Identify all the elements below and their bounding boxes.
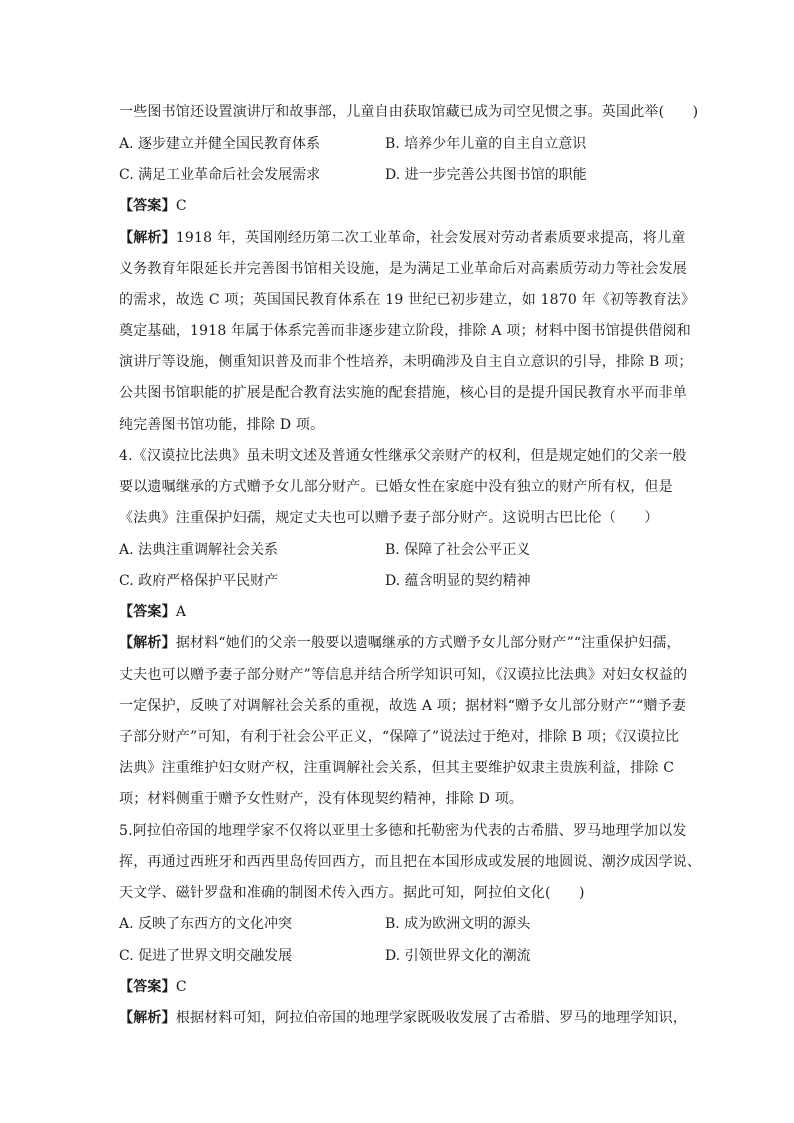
q4-answer bbox=[119, 602, 186, 622]
q4-stem-line: 《法典》注重保护妇孺，规定丈夫也可以赠予妻子部分财产。这说明古巴比伦（ ） bbox=[119, 510, 659, 526]
q4-stem-line: 要以遗嘱继承的方式赠予女儿部分财产。已婚女性在家庭中没有独立的财产所有权，但是 bbox=[119, 479, 673, 495]
q3-analysis-line: 的需求，故选 C 项；英国国民教育体系在 19 世纪已初步建立，如 1870 年《初等教育法》 bbox=[119, 292, 696, 308]
q3-analysis-line: 奠定基础，1918 年属于体系完善而非逐步建立阶段，排除 A 项；材料中图书馆提供借阅和 bbox=[119, 323, 691, 339]
analysis-label: 【解析】 bbox=[119, 230, 176, 246]
q3-option-b: B. 培养少年儿童的自主自立意识 bbox=[385, 136, 587, 152]
q5-stem-line: 天文学、磁针罗盘和准确的制图术传入西方。据此可知，阿拉伯文化( ) bbox=[119, 885, 585, 901]
q4-analysis-line: 法典》注重维护妇女财产权，注重调解社会关系，但其主要维护奴隶主贵族利益，排除 C bbox=[119, 760, 675, 776]
answer-label: 【答案】 bbox=[119, 198, 176, 214]
q4-option-b: B. 保障了社会公平正义 bbox=[385, 542, 531, 558]
q5-option-a: A. 反映了东西方的文化冲突 bbox=[119, 916, 293, 932]
analysis-label: 【解析】 bbox=[119, 1010, 176, 1026]
q5-option-c: C. 促进了世界文明交融发展 bbox=[119, 948, 293, 964]
q4-analysis-line: 丈夫也可以赠予妻子部分财产”等信息并结合所学知识可知，《汉谟拉比法典》对妇女权益的 bbox=[119, 667, 688, 683]
q4-option-d: D. 蕴含明显的契约精神 bbox=[385, 573, 531, 589]
q5-stem-line: 挥，再通过西班牙和西西里岛传回西方，而且把在本国形成或发展的地圆说、潮汐成因学说、 bbox=[119, 854, 702, 870]
answer-value: C bbox=[175, 198, 187, 214]
q3-option-a: A. 逐步建立并健全国民教育体系 bbox=[119, 136, 321, 152]
q5-answer bbox=[119, 977, 187, 997]
q3-option-c: C. 满足工业革命后社会发展需求 bbox=[119, 167, 321, 183]
answer-label: 【答案】 bbox=[119, 604, 176, 620]
q3-option-d: D. 进一步完善公共图书馆的职能 bbox=[385, 167, 587, 183]
q5-analysis-line: 【解析】根据材料可知，阿拉伯帝国的地理学家既吸收发展了古希腊、罗马的地理学知识， bbox=[119, 1010, 688, 1026]
q4-analysis-line: 一定保护，反映了对调解社会关系的重视，故选 A 项；据材料“赠予女儿部分财产”“赠予妻 bbox=[119, 698, 687, 714]
q3-analysis-line: 演讲厅等设施，侧重知识普及而非个性培养，未明确涉及自主自立意识的引导，排除 B 项； bbox=[119, 354, 693, 370]
answer-value: C bbox=[175, 979, 187, 995]
q4-option-c: C. 政府严格保护平民财产 bbox=[119, 573, 279, 589]
q5-option-b: B. 成为欧洲文明的源头 bbox=[385, 916, 531, 932]
analysis-label: 【解析】 bbox=[119, 635, 176, 651]
q4-option-a: A. 法典注重调解社会关系 bbox=[119, 542, 279, 558]
q3-answer bbox=[119, 196, 187, 216]
q4-analysis-line: 【解析】据材料“她们的父亲一般要以遗嘱继承的方式赠予女儿部分财产”“注重保护妇孺， bbox=[119, 635, 681, 651]
q5-stem-line: 5.阿拉伯帝国的地理学家不仅将以亚里士多德和托勒密为代表的古希腊、罗马地理学加以发 bbox=[119, 823, 687, 839]
q3-analysis-line: 公共图书馆职能的扩展是配合教育法实施的配套措施，核心目的是提升国民教育水平而非单 bbox=[119, 385, 687, 401]
q3-analysis-line: 【解析】1918 年，英国刚经历第二次工业革命，社会发展对劳动者素质要求提高，将儿童 bbox=[119, 230, 686, 246]
q4-stem-line: 4.《汉谟拉比法典》虽未明文述及普通女性继承父亲财产的权利，但是规定她们的父亲一般 bbox=[119, 448, 687, 464]
q3-stem-line: 一些图书馆还设置演讲厅和故事部，儿童自由获取馆藏已成为司空见惯之事。英国此举( ) bbox=[119, 104, 699, 120]
answer-value: A bbox=[175, 604, 187, 620]
q5-option-d: D. 引领世界文化的潮流 bbox=[385, 948, 531, 964]
q4-analysis-line: 子部分财产”可知，有利于社会公平正义，“保障了”说法过于绝对，排除 B 项；《汉谟拉比 bbox=[119, 729, 680, 745]
q3-analysis-line: 义务教育年限延长并完善图书馆相关设施，是为满足工业革命后对高素质劳动力等社会发展 bbox=[119, 261, 687, 277]
q3-analysis-line: 纯完善图书馆功能，排除 D 项。 bbox=[119, 417, 325, 433]
answer-label: 【答案】 bbox=[119, 979, 176, 995]
q4-analysis-line: 项；材料侧重于赠予女性财产，没有体现契约精神，排除 D 项。 bbox=[119, 791, 524, 807]
